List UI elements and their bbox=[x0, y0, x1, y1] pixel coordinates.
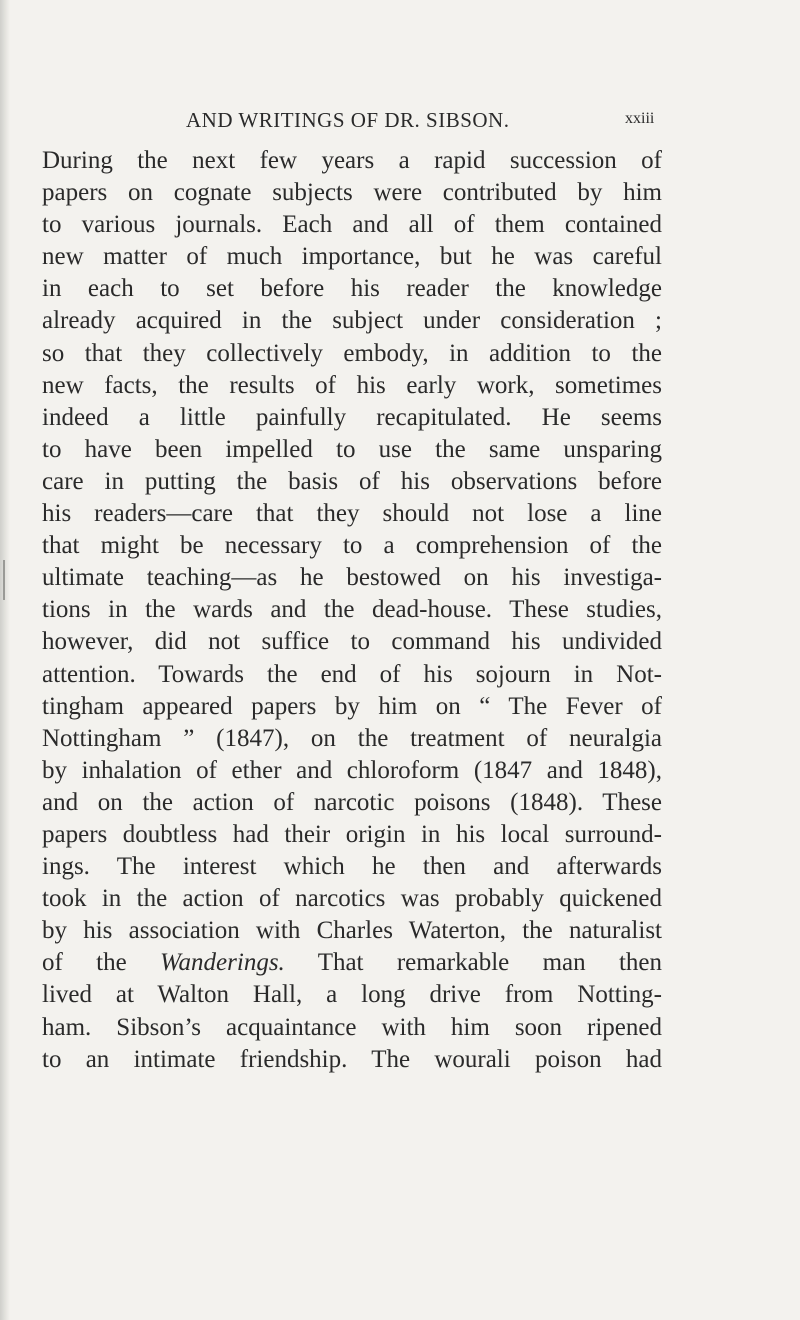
text-line: new matter of much importance, but he was careful bbox=[42, 243, 662, 271]
text-line: to an intimate friendship. The wourali poison had bbox=[42, 1045, 662, 1073]
text-line: attention. Towards the end of his sojourn in Not- bbox=[42, 660, 662, 688]
text-line: papers doubtless had their origin in his local surround- bbox=[42, 820, 662, 848]
text-line: papers on cognate subjects were contributed by him bbox=[42, 179, 662, 207]
text-line: by his association with Charles Waterton, the naturalist bbox=[42, 917, 662, 945]
running-title: AND WRITINGS OF DR. SIBSON. bbox=[186, 108, 510, 132]
text-line: indeed a little painfully recapitulated. He seems bbox=[42, 403, 662, 431]
text-line: took in the action of narcotics was probably quickened bbox=[42, 885, 662, 913]
text-line: in each to set before his reader the knowledge bbox=[42, 275, 662, 303]
text-line: tingham appeared papers by him on “ The Fever of bbox=[42, 692, 662, 720]
text-line: care in putting the basis of his observations before bbox=[42, 467, 662, 495]
text-line: lived at Walton Hall, a long drive from Notting- bbox=[42, 981, 662, 1009]
text-line: by inhalation of ether and chloroform (1847 and 1848), bbox=[42, 756, 662, 784]
text-line: and on the action of narcotic poisons (1848). These bbox=[42, 788, 662, 816]
text-line: so that they collectively embody, in addition to the bbox=[42, 339, 662, 367]
text-line: ultimate teaching—as he bestowed on his investiga- bbox=[42, 564, 662, 592]
text-line: to have been impelled to use the same unsparing bbox=[42, 435, 662, 463]
italic-book-title: Wanderings. bbox=[160, 949, 285, 977]
page-binding-edge bbox=[0, 0, 10, 1320]
text-line: Nottingham ” (1847), on the treatment of neuralgia bbox=[42, 724, 662, 752]
text-line: his readers—care that they should not lose a line bbox=[42, 500, 662, 528]
running-head bbox=[0, 108, 800, 138]
text-segment: That remarkable man then bbox=[317, 949, 662, 977]
text-line: to various journals. Each and all of them contained bbox=[42, 211, 662, 239]
text-line: tions in the wards and the dead-house. These studies, bbox=[42, 596, 662, 624]
text-line: ings. The interest which he then and afterwards bbox=[42, 853, 662, 881]
text-line: however, did not suffice to command his undivided bbox=[42, 628, 662, 656]
text-line: already acquired in the subject under consideration ; bbox=[42, 307, 662, 335]
text-segment: of the bbox=[42, 949, 127, 977]
text-line: that might be necessary to a comprehension of the bbox=[42, 532, 662, 560]
text-line: During the next few years a rapid succession of bbox=[42, 147, 662, 174]
text-line: new facts, the results of his early work, sometimes bbox=[42, 371, 662, 399]
text-line: ham. Sibson’s acquaintance with him soon ripened bbox=[42, 1013, 662, 1041]
page-number: xxiii bbox=[625, 110, 655, 127]
text-line-with-italic-title bbox=[42, 947, 662, 979]
body-paragraph bbox=[42, 145, 662, 1076]
